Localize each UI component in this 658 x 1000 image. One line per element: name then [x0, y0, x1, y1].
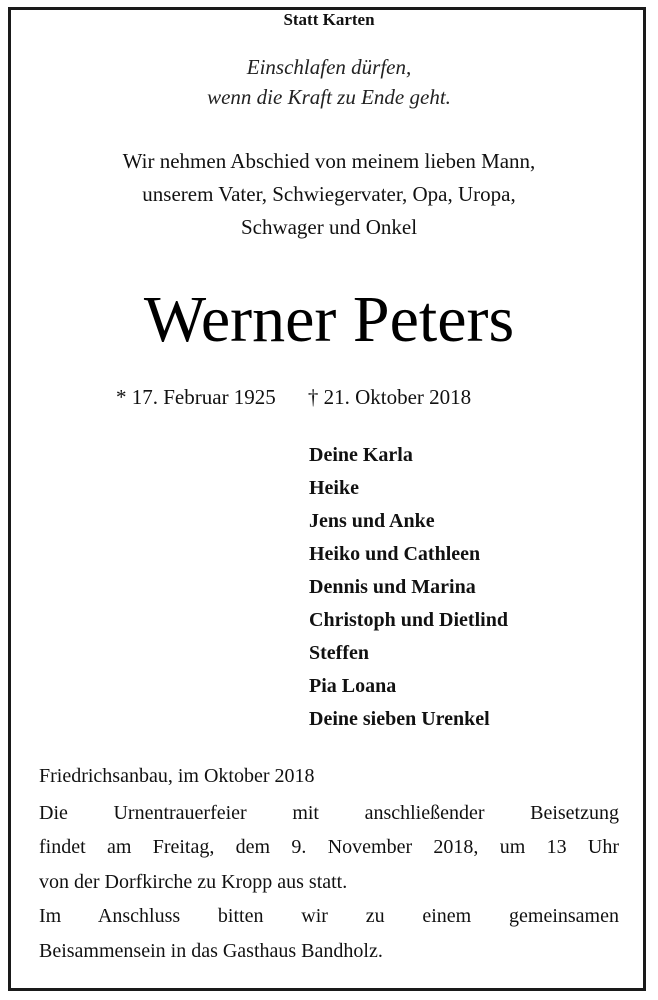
motto — [0, 52, 658, 112]
family-member: Pia Loana — [309, 675, 397, 697]
motto-line: Einschlafen dürfen, — [246, 55, 412, 79]
ceremony-details — [39, 796, 619, 968]
motto-line: wenn die Kraft zu Ende geht. — [207, 85, 451, 109]
life-dates — [116, 383, 471, 411]
birth-date: * 17. Februar 1925 — [116, 385, 276, 409]
details-line: Beisammensein in das Gasthaus Bandholz. — [39, 939, 383, 962]
details-line: Die Urnentrauerfeier mit anschließender Beisetzung — [39, 802, 619, 824]
family-member: Christoph und Dietlind — [309, 609, 508, 631]
header-statt-karten: Statt Karten — [283, 10, 375, 29]
place-and-date: Friedrichsanbau, im Oktober 2018 — [39, 765, 315, 787]
intro-line: Wir nehmen Abschied von meinem lieben Mann, — [122, 149, 536, 173]
family-list — [309, 439, 508, 736]
details-line: findet am Freitag, dem 9. November 2018, um 13 Uhr — [39, 836, 619, 859]
intro-text — [0, 145, 658, 244]
intro-line: Schwager und Onkel — [240, 215, 418, 239]
intro-line: unserem Vater, Schwiegervater, Opa, Uropa, — [142, 182, 516, 206]
family-member: Heike — [309, 477, 359, 499]
family-member: Deine Karla — [309, 444, 413, 466]
family-member: Jens und Anke — [309, 510, 435, 532]
details-line: von der Dorfkirche zu Kropp aus statt. — [39, 870, 348, 893]
details-line: Im Anschluss bitten wir zu einem gemeinsamen — [39, 905, 619, 928]
deceased-name: Werner Peters — [143, 283, 515, 356]
death-date: † 21. Oktober 2018 — [307, 385, 472, 409]
family-member: Deine sieben Urenkel — [309, 708, 490, 730]
family-member: Heiko und Cathleen — [309, 543, 481, 565]
family-member: Steffen — [309, 642, 369, 664]
family-member: Dennis und Marina — [309, 576, 476, 598]
